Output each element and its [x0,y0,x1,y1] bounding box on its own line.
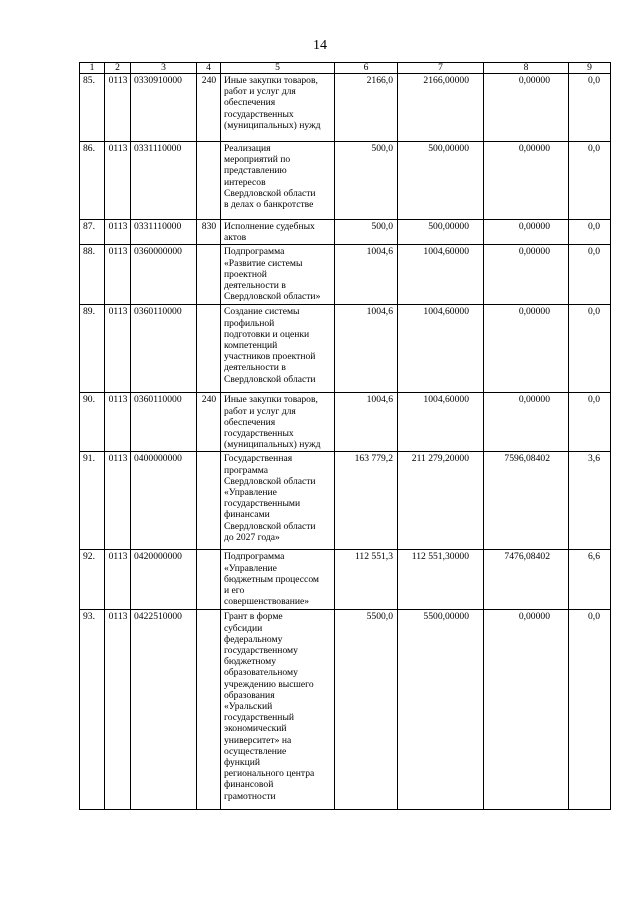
pct-cell: 6,6 [569,550,611,610]
name-cell [221,550,335,610]
utv-cell: 112 551,30000 [398,550,484,610]
name-line: программа [224,464,269,476]
name-line: мероприятий по [224,154,291,166]
name-line: государственными [224,498,301,510]
name-line: и его [224,585,245,597]
name-line: финансами [224,509,270,521]
csr-cell: 0330910000 [131,74,197,142]
row-number-cell: 92. [80,550,105,610]
name-line: деятельности в [224,362,286,374]
razdel-cell: 0113 [105,305,131,393]
name-line: обеспечения [224,97,276,109]
table-row [80,452,611,550]
row-number-cell: 89. [80,305,105,393]
page-number: 14 [313,38,327,53]
name-line: бюджетному [224,656,277,668]
isp-cell: 7476,08402 [484,550,569,610]
name-line: «Развитие системы [224,257,303,269]
isp-cell: 0,00000 [484,142,569,220]
plan-cell: 500,0 [335,142,398,220]
name-line: «Управление [224,562,277,574]
csr-cell: 0420000000 [131,550,197,610]
name-line: субсидии [224,622,263,634]
isp-cell: 0,00000 [484,305,569,393]
row-number-cell: 88. [80,245,105,305]
vr-cell [197,452,221,550]
name-cell [221,452,335,550]
utv-cell: 500,00000 [398,142,484,220]
name-line: Иные закупки товаров, [224,75,318,86]
utv-cell: 1004,60000 [398,245,484,305]
name-line: Исполнение судебных [224,221,315,232]
table-row [80,245,611,305]
isp-cell: 0,00000 [484,610,569,810]
pct-cell: 0,0 [569,305,611,393]
name-line: обеспечения [224,416,276,428]
pct-cell: 0,0 [569,393,611,452]
name-line: Свердловской области [224,475,316,487]
row-number-cell: 90. [80,393,105,452]
name-line: работ и услуг для [224,86,296,98]
header-cell-7: 7 [398,63,484,74]
name-line: грамотности [224,790,276,802]
name-line: финансовой [224,779,274,791]
razdel-cell: 0113 [105,610,131,810]
pct-cell: 0,0 [569,142,611,220]
row-number-cell: 85. [80,74,105,142]
name-line: совершенствование» [224,596,310,608]
table-row [80,74,611,142]
row-number-cell: 86. [80,142,105,220]
name-line: федеральному [224,633,283,645]
header-cell-6: 6 [335,63,398,74]
isp-cell: 0,00000 [484,220,569,245]
table-row [80,305,611,393]
name-cell [221,245,335,305]
name-line: университет» на [224,734,292,746]
header-cell-3: 3 [131,63,197,74]
razdel-cell: 0113 [105,452,131,550]
pct-cell: 0,0 [569,74,611,142]
isp-cell: 0,00000 [484,74,569,142]
isp-cell: 7596,08402 [484,452,569,550]
name-cell [221,305,335,393]
name-line: образования [224,689,275,701]
pct-cell: 3,6 [569,452,611,550]
razdel-cell: 0113 [105,393,131,452]
name-line: «Уральский [224,701,273,713]
name-line: (муниципальных) нужд [224,439,321,451]
name-line: учреждению высшего [224,678,314,690]
vr-cell: 240 [197,393,221,452]
name-line: Государственная [224,453,293,465]
utv-cell: 1004,60000 [398,305,484,393]
header-cell-4: 4 [197,63,221,74]
csr-cell: 0331110000 [131,220,197,245]
name-line: работ и услуг для [224,405,296,417]
plan-cell: 1004,6 [335,245,398,305]
table-row [80,142,611,220]
header-cell-8: 8 [484,63,569,74]
name-line: государственных [224,428,294,440]
razdel-cell: 0113 [105,550,131,610]
name-line: экономический [224,723,287,735]
pct-cell: 0,0 [569,245,611,305]
vr-cell: 830 [197,220,221,245]
vr-cell: 240 [197,74,221,142]
table-row [80,550,611,610]
name-line: регионального центра [224,768,315,780]
vr-cell [197,245,221,305]
utv-cell: 1004,60000 [398,393,484,452]
name-line: государственному [224,645,298,657]
name-line: Иные закупки товаров, [224,394,318,406]
razdel-cell: 0113 [105,245,131,305]
csr-cell: 0360110000 [131,305,197,393]
name-line: Свердловской области [224,187,316,199]
row-number-cell: 93. [80,610,105,810]
table-row [80,610,611,810]
name-line: Реализация [224,143,271,154]
name-line: Свердловской области» [224,291,321,303]
name-line: функций [224,757,260,769]
razdel-cell: 0113 [105,220,131,245]
plan-cell: 1004,6 [335,305,398,393]
name-line: профильной [224,317,275,329]
razdel-cell: 0113 [105,142,131,220]
name-line: государственный [224,712,295,724]
plan-cell: 5500,0 [335,610,398,810]
name-cell [221,393,335,452]
header-cell-9: 9 [569,63,611,74]
vr-cell [197,142,221,220]
csr-cell: 0400000000 [131,452,197,550]
name-line: Свердловской области [224,373,316,385]
name-cell [221,220,335,245]
name-line: участников проектной [224,351,316,363]
isp-cell: 0,00000 [484,245,569,305]
plan-cell: 163 779,2 [335,452,398,550]
name-line: осуществление [224,745,287,757]
table-row [80,220,611,245]
vr-cell [197,305,221,393]
name-cell [221,610,335,810]
vr-cell [197,550,221,610]
header-cell-2: 2 [105,63,131,74]
pct-cell: 0,0 [569,610,611,810]
utv-cell: 500,00000 [398,220,484,245]
name-line: государственных [224,108,294,120]
csr-cell: 0360000000 [131,245,197,305]
name-line: Создание системы [224,306,300,318]
utv-cell: 211 279,20000 [398,452,484,550]
row-number-cell: 91. [80,452,105,550]
pct-cell: 0,0 [569,220,611,245]
name-line: бюджетным процессом [224,573,320,585]
header-cell-5: 5 [221,63,335,74]
plan-cell: 1004,6 [335,393,398,452]
name-line: Свердловской области [224,520,316,532]
name-line: «Управление [224,487,277,499]
utv-cell: 5500,00000 [398,610,484,810]
table-header-row [80,63,611,74]
name-cell [221,142,335,220]
csr-cell: 0331110000 [131,142,197,220]
plan-cell: 2166,0 [335,74,398,142]
row-number-cell: 87. [80,220,105,245]
name-line: компетенций [224,340,278,352]
name-line: образовательному [224,667,298,679]
name-line: актов [224,232,247,244]
name-line: Грант в форме [224,611,283,623]
budget-table [79,62,611,810]
plan-cell: 500,0 [335,220,398,245]
name-line: Подпрограмма [224,246,285,258]
name-cell [221,74,335,142]
csr-cell: 0360110000 [131,393,197,452]
header-cell-1: 1 [80,63,105,74]
isp-cell: 0,00000 [484,393,569,452]
table-row [80,393,611,452]
razdel-cell: 0113 [105,74,131,142]
csr-cell: 0422510000 [131,610,197,810]
name-line: (муниципальных) нужд [224,119,321,131]
name-line: деятельности в [224,280,286,292]
utv-cell: 2166,00000 [398,74,484,142]
name-line: представлению [224,165,287,177]
name-line: в делах о банкротстве [224,199,314,211]
vr-cell [197,610,221,810]
name-line: до 2027 года» [224,531,280,543]
name-line: интересов [224,176,266,188]
name-line: проектной [224,268,267,280]
name-line: подготовки и оценки [224,328,310,340]
plan-cell: 112 551,3 [335,550,398,610]
name-line: Подпрограмма [224,551,285,563]
